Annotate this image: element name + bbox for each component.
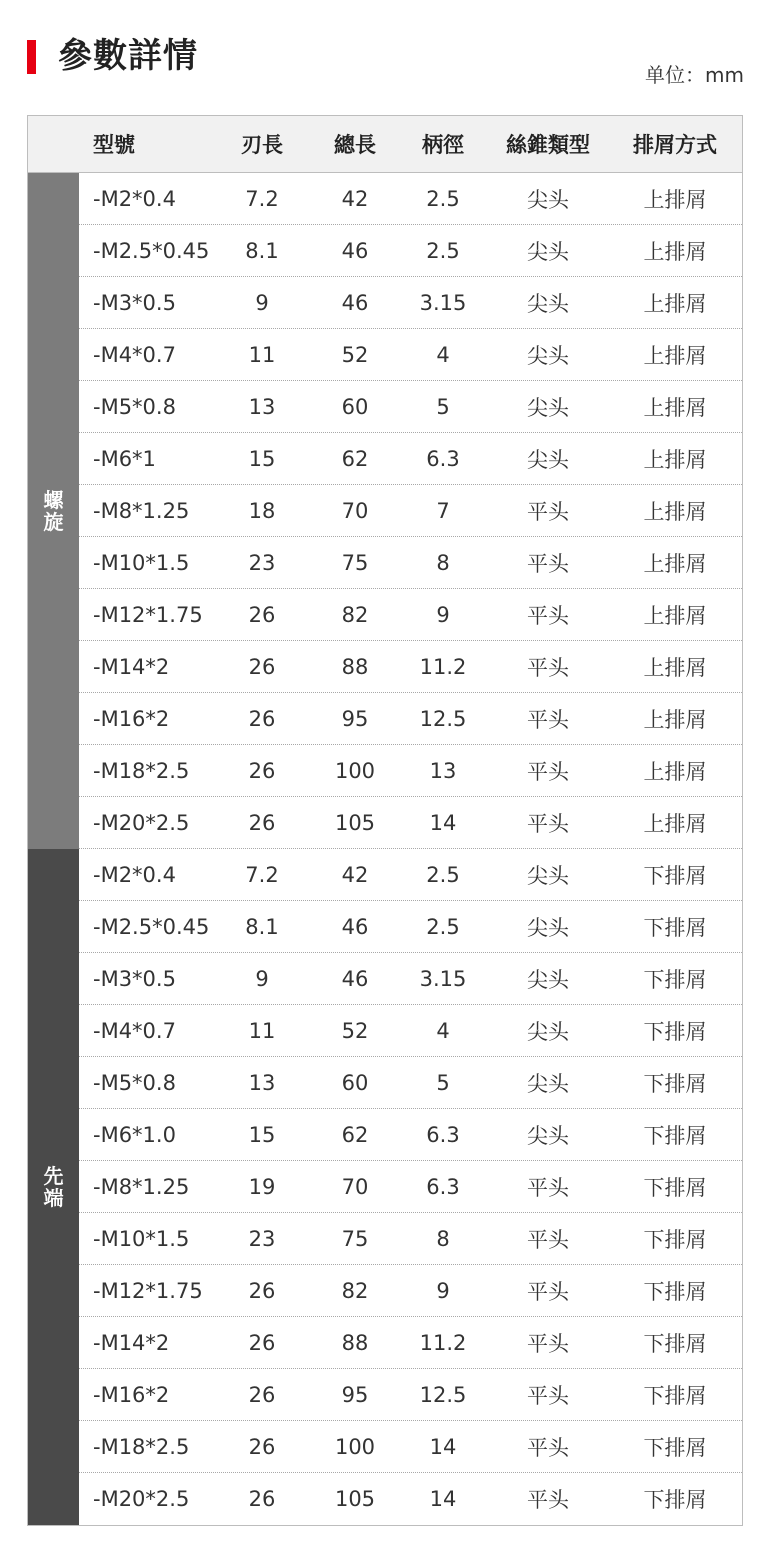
table-row [79, 433, 742, 485]
group-rows [79, 849, 742, 1525]
chip-removal-cell: 下排屑 [643, 1019, 707, 1044]
model-cell: -M8*1.25 [93, 498, 190, 523]
table-row [79, 381, 742, 433]
total-length-cell: 60 [341, 394, 369, 419]
shank-diameter-cell: 14 [429, 810, 457, 835]
blade-length-cell: 19 [248, 1174, 276, 1199]
table-row [79, 693, 742, 745]
tap-type-cell: 平头 [527, 1227, 569, 1252]
tap-type-cell: 尖头 [527, 915, 569, 940]
total-length-cell: 60 [341, 1070, 369, 1095]
total-length-cell: 75 [341, 550, 369, 575]
section-header [0, 0, 768, 115]
tap-type-cell: 平头 [527, 1383, 569, 1408]
total-length-cell: 95 [341, 706, 369, 731]
shank-diameter-cell: 14 [429, 1487, 457, 1511]
shank-diameter-cell: 5 [436, 1070, 450, 1095]
tap-type-cell: 尖头 [527, 1071, 569, 1096]
blade-length-cell: 9 [255, 290, 269, 315]
table-row [79, 745, 742, 797]
table-row [79, 277, 742, 329]
model-cell: -M6*1.0 [93, 1122, 176, 1147]
chip-removal-cell: 上排屑 [643, 291, 707, 316]
chip-removal-cell: 上排屑 [643, 707, 707, 732]
model-cell: -M10*1.5 [93, 550, 190, 575]
chip-removal-cell: 上排屑 [643, 655, 707, 680]
chip-removal-cell: 下排屑 [643, 1331, 707, 1356]
total-length-cell: 100 [334, 758, 376, 783]
header-blade-length: 刃長 [241, 133, 283, 157]
blade-length-cell: 26 [248, 706, 276, 731]
table-row [79, 1265, 742, 1317]
chip-removal-cell: 上排屑 [643, 811, 707, 836]
group-label-text: 螺旋 [43, 488, 64, 534]
model-cell: -M4*0.7 [93, 342, 176, 367]
chip-removal-cell: 下排屑 [643, 1435, 707, 1460]
chip-removal-cell: 上排屑 [643, 759, 707, 784]
blade-length-cell: 18 [248, 498, 276, 523]
chip-removal-cell: 下排屑 [643, 863, 707, 888]
total-length-cell: 62 [341, 446, 369, 471]
shank-diameter-cell: 6.3 [426, 1122, 460, 1147]
tap-type-cell: 尖头 [527, 1123, 569, 1148]
tap-type-cell: 平头 [527, 811, 569, 836]
blade-length-cell: 26 [248, 1278, 276, 1303]
tap-type-cell: 平头 [527, 655, 569, 680]
model-cell: -M8*1.25 [93, 1174, 190, 1199]
total-length-cell: 105 [334, 1487, 376, 1511]
header-chip-removal: 排屑方式 [633, 133, 717, 157]
model-cell: -M4*0.7 [93, 1018, 176, 1043]
table-row [79, 797, 742, 849]
shank-diameter-cell: 6.3 [426, 1174, 460, 1199]
shank-diameter-cell: 11.2 [419, 1330, 467, 1355]
tap-type-cell: 平头 [527, 499, 569, 524]
table-row [79, 1161, 742, 1213]
shank-diameter-cell: 11.2 [419, 654, 467, 679]
tap-type-cell: 尖头 [527, 239, 569, 264]
shank-diameter-cell: 9 [436, 1278, 450, 1303]
total-length-cell: 52 [341, 342, 369, 367]
shank-diameter-cell: 4 [436, 1018, 450, 1043]
table-row [79, 225, 742, 277]
table-header-row [28, 116, 742, 173]
blade-length-cell: 23 [248, 1226, 276, 1251]
model-cell: -M5*0.8 [93, 1070, 176, 1095]
shank-diameter-cell: 14 [429, 1434, 457, 1459]
tap-type-cell: 平头 [527, 1331, 569, 1356]
blade-length-cell: 26 [248, 1382, 276, 1407]
table-body [28, 173, 742, 1525]
table-row [79, 1369, 742, 1421]
table-row [79, 1005, 742, 1057]
total-length-cell: 88 [341, 654, 369, 679]
blade-length-cell: 26 [248, 758, 276, 783]
tap-type-cell: 尖头 [527, 863, 569, 888]
shank-diameter-cell: 12.5 [419, 706, 467, 731]
chip-removal-cell: 下排屑 [643, 1175, 707, 1200]
tap-type-cell: 尖头 [527, 1019, 569, 1044]
model-cell: -M2.5*0.45 [93, 238, 210, 263]
shank-diameter-cell: 6.3 [426, 446, 460, 471]
table-row [79, 1421, 742, 1473]
blade-length-cell: 26 [248, 810, 276, 835]
tap-type-cell: 平头 [527, 759, 569, 784]
tap-type-cell: 平头 [527, 1175, 569, 1200]
header-shank-diameter: 柄徑 [422, 133, 464, 157]
model-cell: -M3*0.5 [93, 966, 176, 991]
table-row [79, 537, 742, 589]
blade-length-cell: 13 [248, 1070, 276, 1095]
table-row [79, 901, 742, 953]
header-tap-type: 絲錐類型 [506, 133, 590, 157]
chip-removal-cell: 上排屑 [643, 447, 707, 472]
blade-length-cell: 13 [248, 394, 276, 419]
tap-type-cell: 平头 [527, 603, 569, 628]
chip-removal-cell: 上排屑 [643, 551, 707, 576]
tap-type-cell: 尖头 [527, 395, 569, 420]
shank-diameter-cell: 7 [436, 498, 450, 523]
header-model: 型號 [93, 133, 135, 157]
shank-diameter-cell: 3.15 [419, 966, 467, 991]
table-row [79, 1109, 742, 1161]
spec-table [27, 115, 743, 1526]
total-length-cell: 88 [341, 1330, 369, 1355]
chip-removal-cell: 下排屑 [643, 1071, 707, 1096]
chip-removal-cell: 下排屑 [643, 1279, 707, 1304]
group-rows [79, 173, 742, 849]
model-cell: -M5*0.8 [93, 394, 176, 419]
tap-type-cell: 平头 [527, 707, 569, 732]
chip-removal-cell: 下排屑 [643, 915, 707, 940]
blade-length-cell: 26 [248, 1330, 276, 1355]
blade-length-cell: 26 [248, 654, 276, 679]
model-cell: -M2*0.4 [93, 186, 176, 211]
model-cell: -M18*2.5 [93, 1434, 190, 1459]
tap-type-cell: 平头 [527, 1488, 569, 1512]
chip-removal-cell: 下排屑 [643, 1227, 707, 1252]
total-length-cell: 62 [341, 1122, 369, 1147]
blade-length-cell: 8.1 [245, 238, 279, 263]
table-row [79, 173, 742, 225]
table-row [79, 1473, 742, 1525]
blade-length-cell: 8.1 [245, 914, 279, 939]
shank-diameter-cell: 2.5 [426, 862, 460, 887]
blade-length-cell: 23 [248, 550, 276, 575]
table-row [79, 953, 742, 1005]
chip-removal-cell: 下排屑 [643, 1383, 707, 1408]
chip-removal-cell: 上排屑 [643, 395, 707, 420]
unit-label: 单位：mm [645, 63, 744, 87]
table-row [79, 329, 742, 381]
table-row [79, 1317, 742, 1369]
tap-type-cell: 平头 [527, 1435, 569, 1460]
chip-removal-cell: 下排屑 [643, 1123, 707, 1148]
blade-length-cell: 26 [248, 602, 276, 627]
tap-type-cell: 尖头 [527, 187, 569, 212]
total-length-cell: 42 [341, 186, 369, 211]
shank-diameter-cell: 4 [436, 342, 450, 367]
group-label [28, 849, 79, 1525]
blade-length-cell: 15 [248, 1122, 276, 1147]
model-cell: -M16*2 [93, 1382, 170, 1407]
blade-length-cell: 7.2 [245, 186, 279, 211]
chip-removal-cell: 上排屑 [643, 603, 707, 628]
shank-diameter-cell: 13 [429, 758, 457, 783]
table-row [79, 641, 742, 693]
model-cell: -M2.5*0.45 [93, 914, 210, 939]
model-cell: -M6*1 [93, 446, 156, 471]
total-length-cell: 46 [341, 290, 369, 315]
total-length-cell: 105 [334, 810, 376, 835]
blade-length-cell: 9 [255, 966, 269, 991]
chip-removal-cell: 上排屑 [643, 499, 707, 524]
model-cell: -M14*2 [93, 1330, 170, 1355]
model-cell: -M18*2.5 [93, 758, 190, 783]
model-cell: -M3*0.5 [93, 290, 176, 315]
group-label [28, 173, 79, 849]
tap-type-cell: 尖头 [527, 343, 569, 368]
shank-diameter-cell: 8 [436, 550, 450, 575]
total-length-cell: 46 [341, 914, 369, 939]
shank-diameter-cell: 2.5 [426, 186, 460, 211]
table-row [79, 485, 742, 537]
blade-length-cell: 11 [248, 1018, 276, 1043]
total-length-cell: 95 [341, 1382, 369, 1407]
tap-type-cell: 尖头 [527, 291, 569, 316]
table-row [79, 849, 742, 901]
tap-type-cell: 平头 [527, 1279, 569, 1304]
tap-type-cell: 尖头 [527, 447, 569, 472]
total-length-cell: 52 [341, 1018, 369, 1043]
tap-type-cell: 平头 [527, 551, 569, 576]
shank-diameter-cell: 2.5 [426, 914, 460, 939]
model-cell: -M16*2 [93, 706, 170, 731]
shank-diameter-cell: 8 [436, 1226, 450, 1251]
header-total-length: 總長 [334, 133, 376, 157]
blade-length-cell: 26 [248, 1487, 276, 1511]
chip-removal-cell: 上排屑 [643, 343, 707, 368]
title-accent-bar [27, 40, 36, 74]
model-cell: -M12*1.75 [93, 1278, 203, 1303]
model-cell: -M20*2.5 [93, 810, 190, 835]
group-point [28, 849, 742, 1525]
header-group-cell [28, 116, 79, 172]
model-cell: -M14*2 [93, 654, 170, 679]
group-spiral [28, 173, 742, 849]
blade-length-cell: 7.2 [245, 862, 279, 887]
shank-diameter-cell: 9 [436, 602, 450, 627]
table-row [79, 1057, 742, 1109]
shank-diameter-cell: 12.5 [419, 1382, 467, 1407]
shank-diameter-cell: 2.5 [426, 238, 460, 263]
total-length-cell: 70 [341, 498, 369, 523]
total-length-cell: 42 [341, 862, 369, 887]
table-row [79, 589, 742, 641]
page-title: 參數詳情 [58, 36, 198, 76]
model-cell: -M2*0.4 [93, 862, 176, 887]
chip-removal-cell: 下排屑 [643, 1488, 707, 1512]
blade-length-cell: 11 [248, 342, 276, 367]
blade-length-cell: 26 [248, 1434, 276, 1459]
total-length-cell: 82 [341, 1278, 369, 1303]
total-length-cell: 82 [341, 602, 369, 627]
shank-diameter-cell: 5 [436, 394, 450, 419]
chip-removal-cell: 上排屑 [643, 239, 707, 264]
group-label-text: 先端 [43, 1164, 64, 1210]
tap-type-cell: 尖头 [527, 967, 569, 992]
total-length-cell: 75 [341, 1226, 369, 1251]
total-length-cell: 46 [341, 966, 369, 991]
total-length-cell: 70 [341, 1174, 369, 1199]
total-length-cell: 100 [334, 1434, 376, 1459]
chip-removal-cell: 下排屑 [643, 967, 707, 992]
model-cell: -M20*2.5 [93, 1487, 190, 1511]
model-cell: -M10*1.5 [93, 1226, 190, 1251]
model-cell: -M12*1.75 [93, 602, 203, 627]
blade-length-cell: 15 [248, 446, 276, 471]
table-row [79, 1213, 742, 1265]
chip-removal-cell: 上排屑 [643, 187, 707, 212]
total-length-cell: 46 [341, 238, 369, 263]
shank-diameter-cell: 3.15 [419, 290, 467, 315]
